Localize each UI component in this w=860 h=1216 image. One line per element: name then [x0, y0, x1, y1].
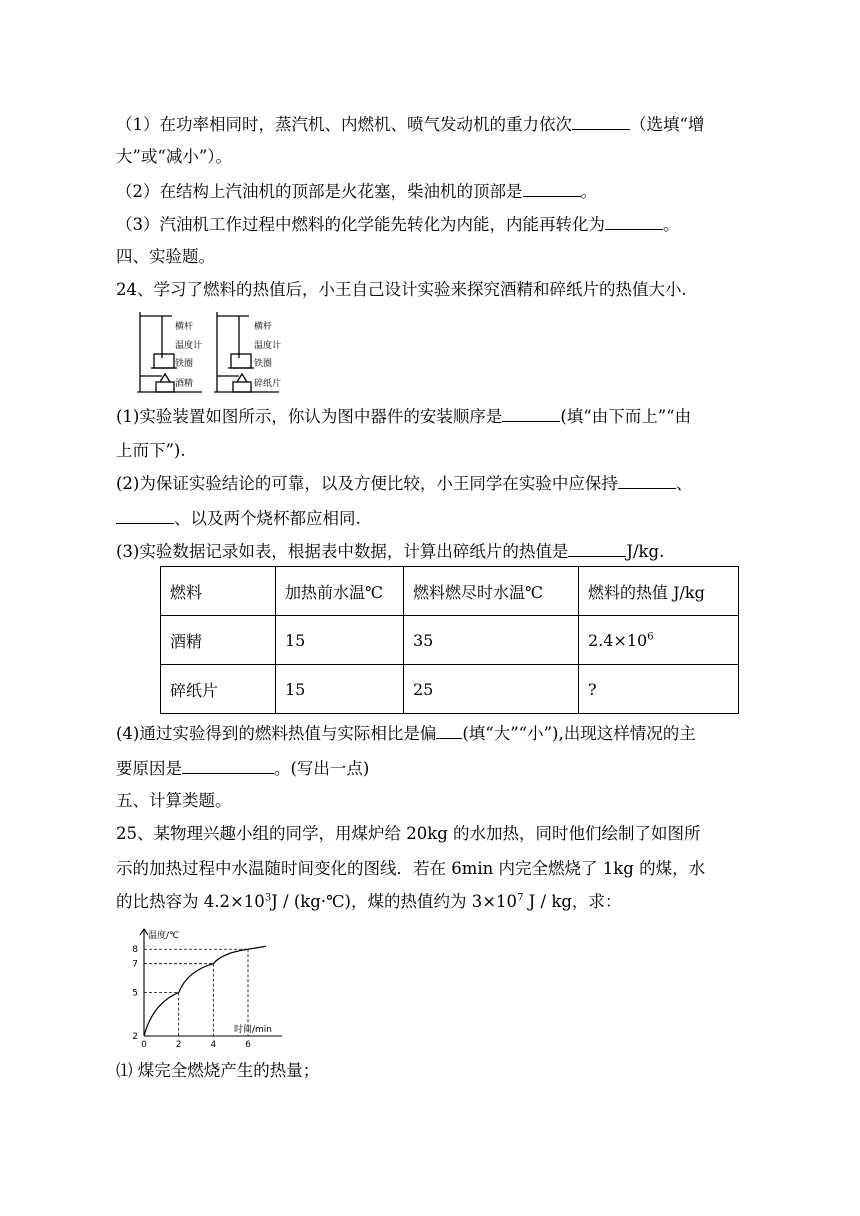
- question-text: 大”或“减小”）。: [116, 147, 233, 166]
- answer-blank[interactable]: [116, 507, 174, 524]
- apparatus-label: 横杆: [175, 322, 194, 332]
- data-table: [160, 566, 739, 714]
- x-tick-label: 4: [210, 1040, 217, 1048]
- question-text: J / (kg·℃)，煤的热值约为 3×10: [271, 892, 518, 911]
- q24-part1-line1: [116, 405, 691, 428]
- q24-part2-line2: [116, 507, 361, 530]
- answer-blank[interactable]: [572, 113, 630, 130]
- table-cell: [579, 665, 739, 714]
- apparatus-label: 横杆: [254, 322, 273, 332]
- fuel-label-alcohol: 酒精: [175, 379, 194, 389]
- exponent: 7: [517, 892, 524, 904]
- question-text: （1）在功率相同时，蒸汽机、内燃机、喷气发动机的重力依次: [116, 115, 572, 134]
- q24-stem: 24、学习了燃料的热值后，小王自己设计实验来探究酒精和碎纸片的热值大小.: [116, 280, 687, 299]
- q24-part2-line1: [116, 472, 692, 495]
- table-cell: 碎纸片: [161, 665, 276, 714]
- q24-part3-line: [116, 540, 664, 563]
- exponent: 3: [264, 892, 272, 904]
- q25-part1-line: ⑴ 煤完全燃烧产生的热量；: [116, 1061, 320, 1080]
- answer-blank[interactable]: [502, 405, 560, 422]
- question-text: (4)通过实验得到的燃料热值与实际相比是偏: [116, 724, 437, 743]
- apparatus-figure: [134, 310, 294, 394]
- x-tick-label: 2: [175, 1040, 182, 1048]
- q23-part2-line: [116, 180, 597, 203]
- table-cell: [579, 616, 739, 665]
- question-text: （3）汽油机工作过程中燃料的化学能先转化为内能，内能再转化为: [116, 215, 605, 234]
- question-text: J/kg.: [626, 542, 665, 561]
- q23-part1-line1: [116, 113, 704, 136]
- x-axis-label: 时间/min: [234, 1025, 273, 1035]
- question-text: (1)实验装置如图所示，你认为图中器件的安装顺序是: [116, 407, 503, 426]
- table-header-row: [161, 567, 739, 616]
- question-text: 上而下”).: [116, 441, 186, 460]
- answer-blank[interactable]: [605, 213, 663, 230]
- question-text: 。: [663, 215, 680, 234]
- table-row: [161, 616, 739, 665]
- table-row: [161, 665, 739, 714]
- q25-stem-line2: 示的加热过程中水温随时间变化的图线．若在 6min 内完全燃烧了 1kg 的煤，水: [116, 859, 706, 878]
- y-tick-label: 7: [132, 959, 138, 970]
- table-cell: 15: [276, 616, 404, 665]
- table-header: 燃料: [161, 567, 276, 616]
- temperature-time-graph: [124, 926, 288, 1048]
- q25-stem-line3: [116, 891, 621, 913]
- table-cell: 酒精: [161, 616, 276, 665]
- q25-stem-line1: 25、某物理兴趣小组的同学，用煤炉给 20kg 的水加热，同时他们绘制了如图所: [116, 824, 701, 843]
- question-text: (填“由下而上”“由: [560, 407, 692, 426]
- x-tick-label: 6: [245, 1040, 251, 1048]
- q23-part1-line2: [116, 146, 232, 168]
- table-cell: 35: [404, 616, 579, 665]
- q23-part3-line: [116, 213, 680, 236]
- answer-blank[interactable]: [568, 540, 626, 557]
- question-text: 、: [675, 474, 693, 493]
- table-cell: 15: [276, 665, 404, 714]
- section-4-heading: 四、实验题。: [116, 247, 215, 266]
- table-header: 加热前水温℃: [276, 567, 404, 616]
- fuel-label-paper: 碎纸片: [254, 379, 282, 389]
- apparatus-label: 铁圈: [175, 359, 194, 369]
- y-tick-label: 8: [132, 945, 138, 956]
- x-tick-label: 0: [141, 1040, 147, 1048]
- question-text: （选填“增: [630, 115, 705, 134]
- y-axis-label: 温度/℃: [148, 931, 180, 941]
- table-header: 燃料的热值 J/kg: [579, 567, 739, 616]
- question-text: (2)为保证实验结论的可靠，以及方便比较，小王同学在实验中应保持: [116, 474, 618, 493]
- answer-blank[interactable]: [618, 472, 676, 489]
- table-header: 燃料燃尽时水温℃: [404, 567, 579, 616]
- apparatus-label: 温度计: [175, 341, 203, 351]
- question-text: 。(写出一点): [274, 759, 370, 778]
- question-text: 要原因是: [116, 759, 182, 778]
- heat-value: 2.4×10: [588, 630, 648, 650]
- answer-blank[interactable]: [523, 180, 581, 197]
- q24-part4-line2: [116, 757, 369, 780]
- section-5-heading: 五、计算类题。: [116, 791, 232, 810]
- table-cell: 25: [404, 665, 579, 714]
- question-text: J / kg，求：: [523, 892, 622, 911]
- question-text: 。: [580, 182, 597, 201]
- apparatus-label: 铁圈: [254, 359, 273, 369]
- apparatus-label: 温度计: [254, 341, 282, 351]
- q24-part1-line2: [116, 440, 186, 462]
- q24-part4-line1: [116, 722, 696, 745]
- question-text: （2）在结构上汽油机的顶部是火花塞，柴油机的顶部是: [116, 182, 523, 201]
- heat-value: ?: [588, 679, 597, 699]
- question-text: (填“大”“小”),出现这样情况的主: [462, 724, 696, 743]
- question-text: 、以及两个烧杯都应相同.: [174, 509, 361, 528]
- y-tick-label: 2: [132, 1032, 138, 1042]
- answer-blank[interactable]: [182, 757, 274, 774]
- heat-value-exponent: 6: [647, 631, 654, 643]
- y-tick-label: 5: [132, 988, 138, 999]
- answer-blank[interactable]: [436, 722, 462, 739]
- question-text: 的比热容为 4.2×10: [116, 892, 265, 911]
- question-text: (3)实验数据记录如表，根据表中数据，计算出碎纸片的热值是: [116, 542, 569, 561]
